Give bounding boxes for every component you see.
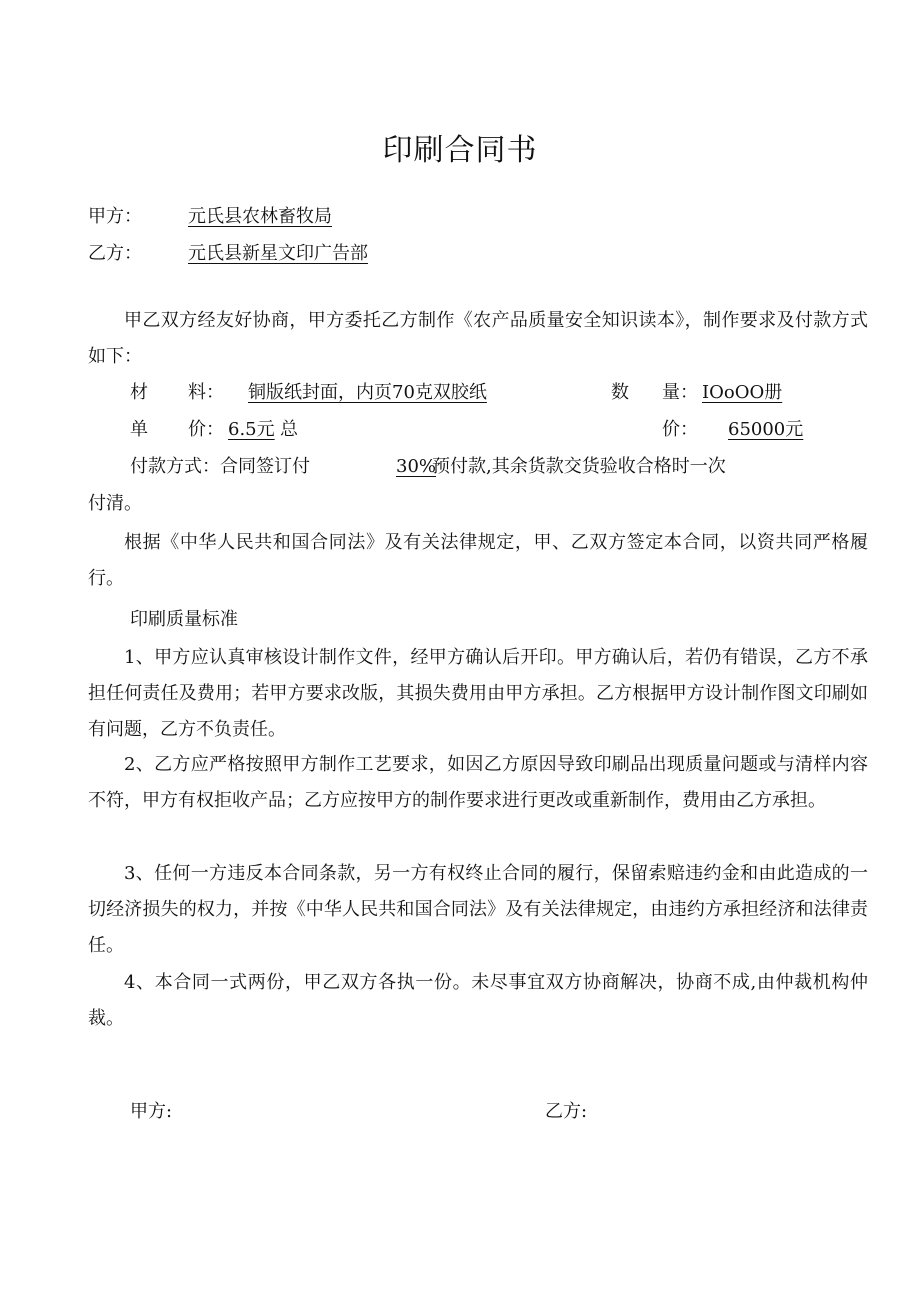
quality-heading: 印刷质量标准 [130, 609, 238, 630]
unit-price-label-1: 单 [130, 419, 148, 440]
total-price-label-1: 总 [280, 419, 298, 440]
clause-1: 1、甲方应认真审核设计制作文件，经甲方确认后开印。甲方确认后，若仍有错误，乙方不承担任何责任及费用；若甲方要求改版，其损失费用由甲方承担。乙方根据甲方设计制作图文印刷如有问题，乙方不负责任。 [88, 647, 868, 740]
materials-value: 铜版纸封面，内页70克双胶纸 [248, 382, 487, 403]
payment-rest: 预付款,其余货款交货验收合格时一次 [432, 456, 726, 477]
legal-basis-paragraph: 根据《中华人民共和国合同法》及有关法律规定，甲、乙双方签定本合同，以资共同严格履行。 [88, 532, 868, 589]
clause-3: 3、任何一方违反本合同条款，另一方有权终止合同的履行，保留索赔违约金和由此造成的一切经济损失的权力，并按《中华人民共和国合同法》及有关法律规定，由违约方承担经济和法律责任。 [88, 863, 868, 956]
quantity-value: IOoOO册 [702, 382, 783, 403]
payment-percent: 30% [396, 456, 437, 477]
party-a-label: 甲方： [88, 206, 142, 227]
unit-price-label-2: 价： [188, 419, 224, 440]
payment-continuation: 付清。 [88, 493, 142, 514]
clause-4: 4、本合同一式两份，甲乙双方各执一份。未尽事宜双方协商解决，协商不成,由仲裁机构仲裁。 [88, 972, 868, 1029]
payment-label: 付款方式：合同签订付 [130, 456, 310, 477]
intro-paragraph: 甲乙双方经友好协商，甲方委托乙方制作《农产品质量安全知识读本》，制作要求及付款方式如下： [88, 310, 868, 367]
total-price-label-2: 价： [662, 419, 698, 440]
total-price-value: 65000元 [728, 419, 804, 440]
signature-party-a: 甲方: [130, 1101, 173, 1122]
quantity-label-1: 数 [611, 382, 629, 403]
signature-party-b: 乙方: [545, 1101, 588, 1122]
materials-label-2: 料： [188, 382, 224, 403]
quantity-label-2: 量： [662, 382, 698, 403]
party-b-label: 乙方： [88, 243, 142, 264]
page-title: 印刷合同书 [382, 133, 538, 168]
materials-label-1: 材 [130, 382, 148, 403]
unit-price-value: 6.5元 [228, 419, 275, 440]
party-b-name: 元氏县新星文印广告部 [188, 243, 368, 264]
clause-2: 2、乙方应严格按照甲方制作工艺要求，如因乙方原因导致印刷品出现质量问题或与清样内容不符，甲方有权拒收产品；乙方应按甲方的制作要求进行更改或重新制作，费用由乙方承担。 [88, 754, 868, 811]
party-a-name: 元氏县农林畜牧局 [188, 206, 332, 227]
